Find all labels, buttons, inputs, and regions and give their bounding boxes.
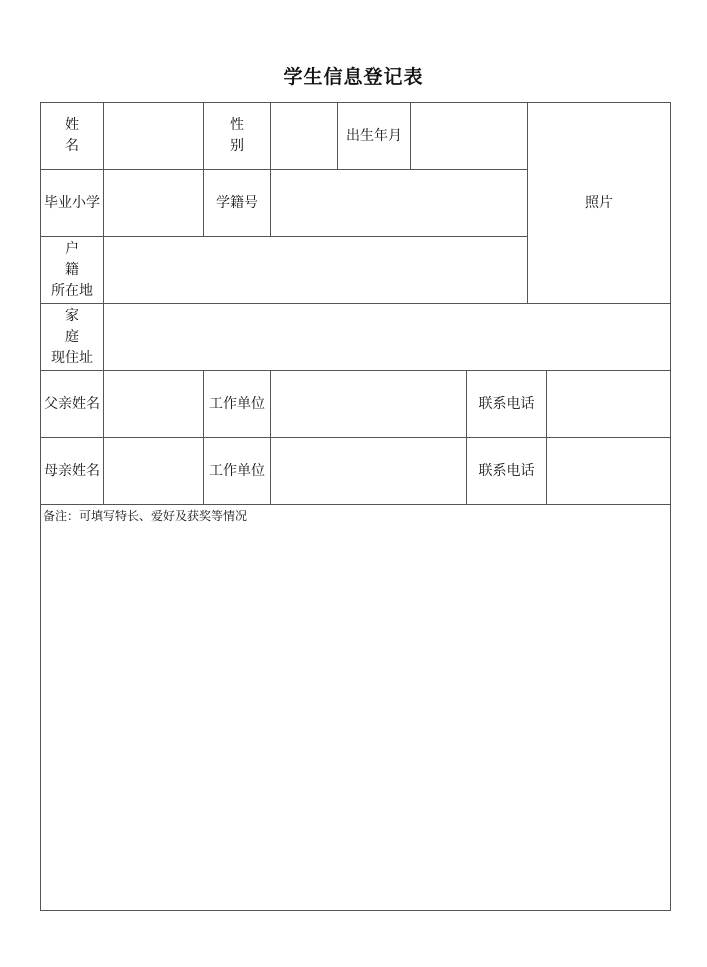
student-id-label: 学籍号	[216, 194, 258, 211]
father-phone-label-cell	[467, 371, 547, 438]
remark-label: 备注：可填写特长、爱好及获奖等情况	[43, 509, 248, 523]
hukou-label-line1: 户 籍	[65, 240, 101, 278]
row-mother	[41, 438, 671, 505]
form-title: 学生信息登记表	[283, 66, 424, 88]
mother-name-field[interactable]	[104, 438, 204, 505]
row-name	[41, 103, 671, 170]
registration-form	[40, 102, 670, 910]
hukou-label-line2: 所在地	[51, 282, 93, 299]
gender-field[interactable]	[271, 103, 338, 170]
father-phone-label: 联系电话	[478, 395, 535, 412]
father-name-label: 父亲姓名	[44, 395, 100, 412]
father-phone-field[interactable]	[547, 371, 671, 438]
birth-label-cell	[338, 103, 411, 170]
mother-work-unit-label: 工作单位	[209, 462, 265, 479]
father-name-label-cell	[41, 371, 104, 438]
student-id-label-cell	[204, 170, 271, 237]
student-id-field[interactable]	[271, 170, 528, 237]
mother-work-unit-label-cell	[204, 438, 271, 505]
name-label: 姓 名	[65, 117, 99, 154]
mother-name-label-cell	[41, 438, 104, 505]
photo-area[interactable]	[528, 103, 671, 304]
mother-name-label: 母亲姓名	[44, 462, 100, 479]
father-name-field[interactable]	[104, 371, 204, 438]
birth-field[interactable]	[411, 103, 528, 170]
name-label-cell	[41, 103, 104, 170]
gender-label-cell	[204, 103, 271, 170]
remark-field[interactable]	[41, 505, 671, 911]
primary-school-label: 毕业小学	[44, 194, 100, 211]
gender-label: 性 别	[230, 117, 264, 154]
mother-phone-field[interactable]	[547, 438, 671, 505]
form-table	[40, 102, 671, 911]
birth-label: 出生年月	[346, 127, 402, 144]
mother-work-unit-field[interactable]	[271, 438, 467, 505]
hukou-label-cell	[41, 237, 104, 304]
home-address-label-line2: 现住址	[51, 349, 93, 366]
home-address-label-cell	[41, 304, 104, 371]
row-remark	[41, 505, 671, 911]
mother-phone-label-cell	[467, 438, 547, 505]
home-address-label-line1: 家 庭	[65, 307, 101, 345]
primary-school-label-cell	[41, 170, 104, 237]
row-home-address	[41, 304, 671, 371]
father-work-unit-label: 工作单位	[209, 395, 265, 412]
home-address-field[interactable]	[104, 304, 671, 371]
hukou-field[interactable]	[104, 237, 528, 304]
father-work-unit-label-cell	[204, 371, 271, 438]
mother-phone-label: 联系电话	[478, 462, 535, 479]
primary-school-field[interactable]	[104, 170, 204, 237]
name-field[interactable]	[104, 103, 204, 170]
row-father	[41, 371, 671, 438]
photo-label: 照片	[585, 194, 613, 211]
father-work-unit-field[interactable]	[271, 371, 467, 438]
